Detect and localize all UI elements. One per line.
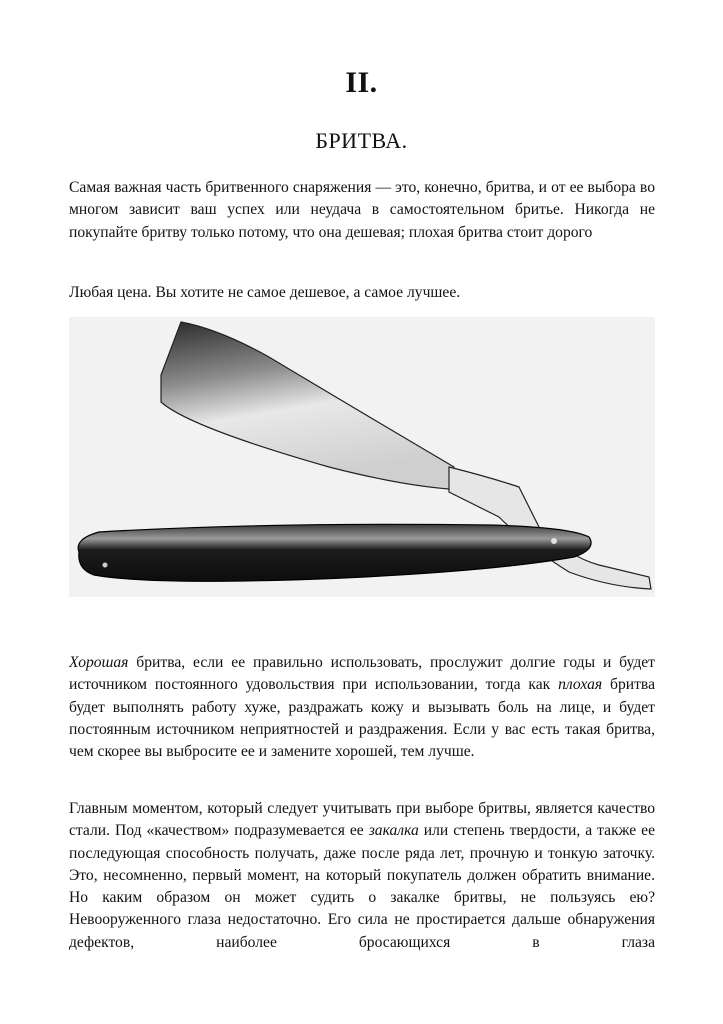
paragraph-steel-quality: Главным моментом, который следует учитывать при выборе бритвы, является качество стали. Под «качеством» подразумевается ее закалка или степень твердости, а также ее последующая способность получать, даже после ряда лет, прочную и тонкую заточку. Это, несомненно, первый момент, на который покупатель должен обратить внимание. Но каким образом он может судить о закалке бритвы, не пользуясь ею? Невооруженного глаза недостаточно. Его сила не простирается дальше обнаружения дефектов, наиболее бросающихся в глаза [69,800,655,951]
handle-pin [551,538,557,544]
emphasis: Хорошая [69,654,129,671]
razor-illustration [69,317,655,597]
chapter-number: II. [345,66,378,99]
chapter-title: БРИТВА. [315,128,408,153]
emphasis: плохая [558,676,603,694]
razor-blade [161,322,454,489]
paragraph-intro: Самая важная часть бритвенного снаряжения — это, конечно, бритва, и от ее выбора во многом зависит ваш успех или неудача в самостоятельном бритье. Никогда не покупайте бритву только потому, что она дешевая; плохая бритва стоит дорого [69,179,655,241]
razor-handle [78,524,591,581]
handle-pin [103,563,108,568]
paragraph-price: Любая цена. Вы хотите не самое дешевое, а самое лучшее. [69,284,461,301]
straight-razor-icon [69,317,655,597]
paragraph-good-razor: Хорошая бритва, если ее правильно использовать, прослужит долгие годы и будет источником постоянного удовольствия при использовании, тогда как плохая бритва будет выполнять работу хуже, раздражать кожу и вызывать боль на лице, и будет постоянным источником неприятностей и раздражения. Если у вас есть такая бритва, чем скорее вы выбросите ее и замените хорошей, тем лучше. [69,654,655,761]
emphasis: закалка [368,822,419,840]
